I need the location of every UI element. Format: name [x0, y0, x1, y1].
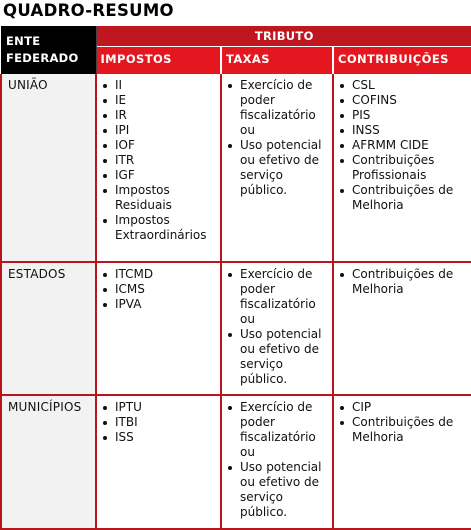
table-row	[1, 262, 471, 395]
list-item: Uso potencial ou efetivo de serviço público.	[225, 327, 330, 387]
list-item: IR	[100, 108, 218, 123]
tributo-header: TRIBUTO	[96, 26, 471, 47]
list-item: Impostos Extraordinários	[100, 213, 218, 243]
list-item: Contribuições de Melhoria	[337, 415, 469, 445]
impostos-header: IMPOSTOS	[96, 47, 221, 75]
list-item: Exercício de poder fiscalizatório ou	[225, 78, 330, 138]
list-item: Contribuições de Melhoria	[337, 183, 469, 213]
ente-cell-municipios: MUNICÍPIOS	[1, 395, 96, 529]
list-item: IGF	[100, 168, 218, 183]
list-item: ITCMD	[100, 267, 218, 282]
list-item: Exercício de poder fiscalizatório ou	[225, 267, 330, 327]
contribuicoes-cell	[333, 74, 471, 262]
list-item: AFRMM CIDE	[337, 138, 469, 153]
list-item: IPI	[100, 123, 218, 138]
list-item: INSS	[337, 123, 469, 138]
impostos-cell	[96, 395, 221, 529]
ente-cell-estados: ESTADOS	[1, 262, 96, 395]
list-item: ISS	[100, 430, 218, 445]
impostos-cell	[96, 74, 221, 262]
taxas-cell	[221, 262, 333, 395]
list-item: Contribuições de Melhoria	[337, 267, 469, 297]
list-item: IE	[100, 93, 218, 108]
summary-table	[0, 26, 471, 530]
ente-federado-header	[1, 26, 96, 74]
list-item: IPVA	[100, 297, 218, 312]
list-item: IOF	[100, 138, 218, 153]
contribuicoes-header: CONTRIBUIÇÕES	[333, 47, 471, 75]
taxas-cell	[221, 74, 333, 262]
list-item: Uso potencial ou efetivo de serviço público.	[225, 460, 330, 520]
contribuicoes-cell	[333, 395, 471, 529]
list-item: COFINS	[337, 93, 469, 108]
page-title: QUADRO-RESUMO	[3, 1, 174, 20]
list-item: ITBI	[100, 415, 218, 430]
list-item: Exercício de poder fiscalizatório ou	[225, 400, 330, 460]
taxas-cell	[221, 395, 333, 529]
list-item: CSL	[337, 78, 469, 93]
list-item: ICMS	[100, 282, 218, 297]
ente-cell-uniao: UNIÃO	[1, 74, 96, 262]
contribuicoes-cell	[333, 262, 471, 395]
table-row	[1, 74, 471, 262]
list-item: ITR	[100, 153, 218, 168]
list-item: II	[100, 78, 218, 93]
list-item: Contribuições Profissionais	[337, 153, 469, 183]
list-item: PIS	[337, 108, 469, 123]
impostos-cell	[96, 262, 221, 395]
list-item: IPTU	[100, 400, 218, 415]
table-row	[1, 395, 471, 529]
ente-header-line1: ENTE	[6, 34, 41, 48]
list-item: Uso potencial ou efetivo de serviço público.	[225, 138, 330, 198]
ente-header-line2: FEDERADO	[6, 51, 79, 65]
list-item: CIP	[337, 400, 469, 415]
taxas-header: TAXAS	[221, 47, 333, 75]
list-item: Impostos Residuais	[100, 183, 218, 213]
